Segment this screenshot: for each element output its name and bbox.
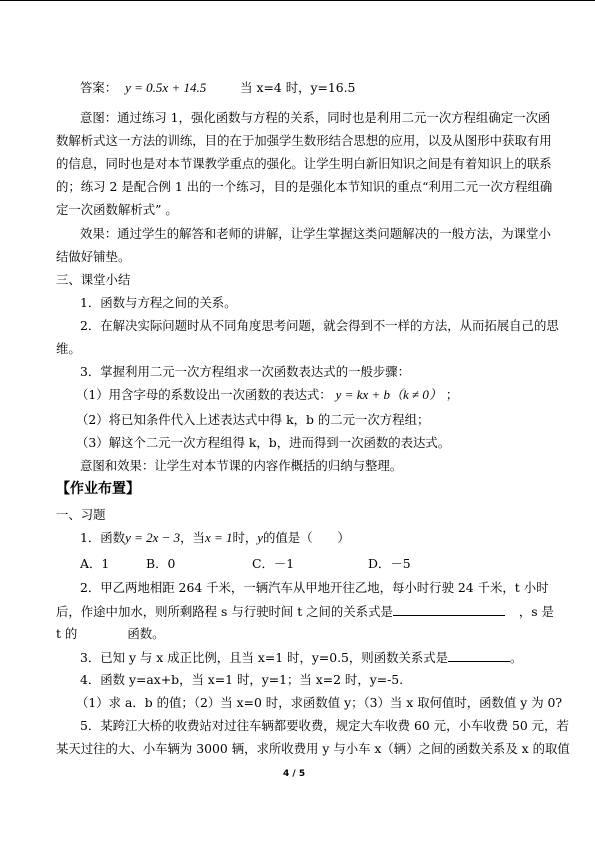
question-3-text: 3．已知 y 与 x 成正比例，且当 x=1 时，y=0.5，则函数关系式是 — [80, 650, 449, 665]
summary-step-1 — [76, 387, 458, 403]
summary-step-1-text: （1）用含字母的系数设出一次函数的表达式： — [76, 387, 332, 402]
question-1 — [80, 530, 350, 546]
question-1-prefix: 1．函数 — [80, 530, 126, 545]
effect-line-1: 效果：通过学生的解答和老师的讲解，让学生掌握这类问题解决的一般方法，为课堂小 — [80, 226, 551, 241]
page-top-border — [0, 0, 595, 1]
question-2-line-3 — [56, 626, 164, 642]
homework-section-title: 一、习题 — [56, 507, 106, 522]
question-2-text-a: 后，作途中加水，则所剩路程 s 与行驶时间 t 之间的关系式是 — [56, 604, 393, 619]
summary-item-1: 1．函数与方程之间的关系。 — [80, 295, 237, 310]
page-number: 4 / 5 — [283, 769, 306, 779]
intent-line-1: 意图：通过练习 1，强化函数与方程的关系，同时也是利用二元一次方程组确定一次函 — [80, 110, 551, 125]
question-5-line-1: 5．某跨江大桥的收费站对过往车辆都要收费，规定大车收费 60 元，小车收费 50 元，若 — [80, 718, 569, 733]
summary-step-1-formula: y = kx + b（k ≠ 0） — [335, 387, 442, 402]
homework-heading: 【作业布置】 — [56, 481, 140, 497]
question-1-option-d: D．－5 — [368, 556, 411, 571]
question-1-mid: ，当 — [180, 530, 205, 545]
question-2-line-2 — [56, 603, 554, 620]
question-1-option-a: A．1 — [80, 556, 110, 571]
question-3-end: 。 — [510, 650, 523, 665]
intent-line-5: 定一次函数解析式” 。 — [56, 202, 178, 217]
question-3 — [80, 649, 522, 666]
summary-item-3: 3．掌握利用二元一次方程组求一次函数表达式的一般步骤： — [80, 364, 411, 379]
intent-line-3: 的信息，同时也是对本节课教学重点的强化。让学生明白新旧知识之间是有着知识上的联系 — [56, 156, 552, 171]
answer-text: 当 x=4 时，y=16.5 — [240, 80, 356, 95]
question-1-formula: y = 2x − 3 — [125, 530, 181, 545]
answer-label: 答案： — [80, 80, 118, 95]
summary-title: 三、课堂小结 — [56, 272, 131, 287]
question-2-text-c: t 的 — [56, 626, 78, 641]
question-2-line-1: 2．甲乙两地相距 264 千米，一辆汽车从甲地开往乙地，每小时行驶 24 千米，t 小时 — [80, 580, 549, 595]
question-2-text-b: ，s 是 — [518, 604, 554, 619]
summary-item-2-line-1: 2．在解决实际问题时从不同角度思考问题，就会得到不一样的方法，从而拓展自己的思 — [80, 318, 559, 333]
answer-formula: y = 0.5x + 14.5 — [125, 80, 207, 95]
question-3-answer-blank — [448, 649, 510, 662]
question-2-text-d: 函数。 — [127, 626, 165, 641]
answer-line — [80, 80, 355, 96]
summary-step-2: （2）将已知条件代入上述表达式中得 k，b 的二元一次方程组； — [76, 412, 430, 427]
intent-line-4: 的；练习 2 是配合例 1 出的一个练习，目的是强化本节知识的重点“利用二元一次方程组确 — [56, 179, 553, 194]
summary-item-2-line-2: 维。 — [56, 341, 81, 356]
question-1-mid2: 时， — [232, 530, 258, 545]
effect-line-2: 结做好铺垫。 — [56, 249, 131, 264]
question-1-condition: x = 1 — [204, 530, 233, 545]
summary-step-3: （3）解这个二元一次方程组得 k，b，进而得到一次函数的表达式。 — [76, 435, 451, 450]
intent-line-2: 数解析式这一方法的训练，目的在于加强学生数形结合思想的应用，以及从图形中获取有用 — [56, 133, 552, 148]
question-1-suffix: 的值是（ ） — [263, 530, 350, 545]
question-4: 4．函数 y=ax+b，当 x=1 时，y=1；当 x=2 时，y=-5. — [80, 672, 404, 687]
question-1-option-b: B．0 — [146, 556, 176, 571]
question-4-subparts: （1）求 a．b 的值；（2）当 x=0 时，求函数值 y；（3）当 x 取何值时，函数值 y 为 0? — [76, 695, 563, 710]
summary-step-1-end: ； — [445, 387, 459, 402]
question-2-answer-blank — [393, 603, 505, 616]
summary-intent-effect: 意图和效果：让学生对本节课的内容作概括的归纳与整理。 — [80, 458, 403, 473]
question-1-variable: y — [257, 530, 264, 545]
question-5-line-2: 某天过往的大、小车辆为 3000 辆，求所收费用 y 与小车 x（辆）之间的函数关系及 x 的取值 — [56, 741, 570, 756]
question-1-option-c: C．－1 — [252, 556, 295, 571]
